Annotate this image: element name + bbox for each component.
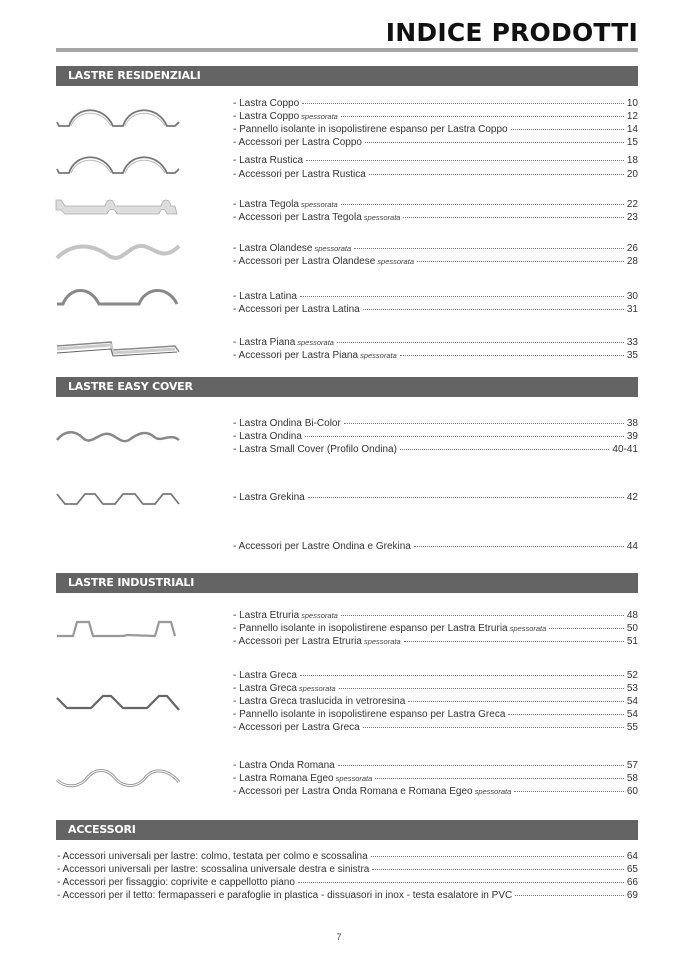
entry-label: - Pannello isolante in isopolistirene espanso per Lastra Greca	[233, 709, 506, 720]
toc-entry[interactable]	[57, 851, 638, 864]
entry-label: - Lastra Etruria	[233, 610, 300, 621]
toc-entry[interactable]	[233, 683, 638, 696]
entry-page: 22	[626, 199, 638, 210]
entry-label: - Accessori per fissaggio: coprivite e cappellotto piano	[57, 877, 295, 888]
dot-leader	[300, 675, 624, 676]
entry-page: 20	[626, 169, 638, 180]
dot-leader	[400, 355, 624, 356]
etruria-profile-icon	[55, 618, 183, 640]
entry-note: spessorata	[314, 244, 352, 253]
entry-page: 10	[626, 98, 638, 109]
entry-label: - Accessori per Lastra Coppo	[233, 137, 362, 148]
toc-entry[interactable]	[233, 337, 638, 350]
dot-leader	[344, 423, 624, 424]
entry-page: 39	[626, 431, 638, 442]
toc-entry[interactable]	[233, 155, 638, 168]
dot-leader	[341, 615, 624, 616]
entry-label: - Lastra Tegola	[233, 199, 299, 210]
dot-leader	[339, 688, 624, 689]
entry-label: - Accessori universali per lastre: scossalina universale destra e sinistra	[57, 864, 370, 875]
entry-note: spessorata	[377, 257, 414, 266]
entry-note: spessorata	[301, 611, 338, 620]
entry-label: - Accessori per Lastra Tegola	[233, 212, 362, 223]
dot-leader	[369, 174, 624, 175]
entry-page: 55	[626, 722, 638, 733]
entry-label: - Accessori per Lastre Ondina e Grekina	[233, 541, 411, 552]
entry-note: spessorata	[301, 112, 338, 121]
entry-page: 40-41	[612, 444, 638, 455]
entry-label: - Lastra Greca	[233, 683, 297, 694]
page-number: 7	[336, 932, 342, 942]
entry-page: 50	[626, 623, 638, 634]
dot-leader	[302, 103, 624, 104]
toc-entry[interactable]	[233, 760, 638, 773]
toc-entry[interactable]	[233, 243, 638, 256]
toc-entry[interactable]	[233, 199, 638, 212]
entry-label: - Accessori per Lastra Etruria	[233, 636, 362, 647]
toc-entry[interactable]	[233, 696, 638, 709]
toc-entry[interactable]	[233, 98, 638, 111]
toc-entry[interactable]	[233, 304, 638, 317]
dot-leader	[363, 727, 624, 728]
toc-entry[interactable]	[233, 169, 638, 182]
greca-profile-icon	[55, 694, 183, 716]
entry-label: - Lastra Olandese	[233, 243, 313, 254]
entry-label: - Lastra Coppo	[233, 111, 300, 122]
dot-leader	[363, 309, 624, 310]
section-header-lastre-industriali: LASTRE INDUSTRIALI	[56, 573, 638, 593]
entry-note: spessorata	[300, 200, 338, 209]
dot-leader	[417, 261, 624, 262]
dot-leader	[372, 869, 624, 870]
grekina-profile-icon	[55, 490, 183, 510]
dot-leader	[354, 248, 624, 249]
entry-page: 42	[626, 492, 638, 503]
toc-entry[interactable]	[233, 444, 638, 457]
dot-leader	[341, 116, 624, 117]
entry-note: spessorata	[363, 637, 401, 646]
entry-page: 69	[626, 890, 638, 901]
toc-entry[interactable]	[233, 709, 638, 722]
entry-page: 65	[626, 864, 638, 875]
entry-page: 44	[626, 541, 638, 552]
entry-page: 26	[626, 243, 638, 254]
dot-leader	[341, 204, 624, 205]
toc-entry[interactable]	[233, 610, 638, 623]
dot-leader	[365, 142, 624, 143]
entry-page: 54	[626, 709, 638, 720]
entry-note: spessorata	[360, 351, 397, 360]
tegola-profile-icon	[55, 196, 183, 218]
entry-label: - Lastra Small Cover (Profilo Ondina)	[233, 444, 397, 455]
toc-entry[interactable]	[233, 111, 638, 124]
toc-entry[interactable]	[233, 212, 638, 225]
entry-page: 51	[626, 636, 638, 647]
dot-leader	[404, 641, 624, 642]
entry-page: 18	[626, 155, 638, 166]
entry-note: spessorata	[297, 338, 334, 347]
coppo-profile-icon	[55, 98, 183, 128]
toc-entry[interactable]	[233, 124, 638, 137]
olandese-profile-icon	[55, 240, 183, 264]
toc-entry[interactable]	[233, 786, 638, 799]
toc-entry[interactable]	[233, 350, 638, 363]
entry-page: 64	[626, 851, 638, 862]
dot-leader	[371, 856, 624, 857]
piana-profile-icon	[55, 336, 183, 358]
toc-entry[interactable]	[233, 541, 638, 554]
ondina-profile-icon	[55, 428, 183, 448]
entry-note: spessorata	[298, 684, 336, 693]
entry-page: 58	[626, 773, 638, 784]
entry-label: - Pannello isolante in isopolistirene espanso per Lastra Coppo	[233, 124, 508, 135]
toc-entry[interactable]	[233, 722, 638, 735]
dot-leader	[403, 217, 623, 218]
dot-leader	[400, 449, 609, 450]
dot-leader	[508, 714, 623, 715]
toc-entry[interactable]	[233, 137, 638, 150]
entry-page: 60	[626, 786, 638, 797]
dot-leader	[298, 882, 624, 883]
dot-leader	[300, 296, 624, 297]
entry-page: 23	[626, 212, 638, 223]
entry-label: - Accessori per Lastra Piana	[233, 350, 359, 361]
entry-note: spessorata	[363, 213, 401, 222]
section-header-lastre-residenziali: LASTRE RESIDENZIALI	[56, 66, 638, 86]
entry-label: - Accessori per Lastra Greca	[233, 722, 360, 733]
dot-leader	[408, 701, 624, 702]
toc-entry[interactable]	[233, 623, 638, 636]
entry-page: 31	[626, 304, 638, 315]
title-rule	[56, 48, 638, 52]
dot-leader	[511, 129, 624, 130]
entry-page: 38	[626, 418, 638, 429]
dot-leader	[375, 778, 624, 779]
onda-romana-profile-icon	[55, 766, 183, 788]
entry-page: 35	[626, 350, 638, 361]
page-title: INDICE PRODOTTI	[385, 18, 638, 47]
entry-label: - Accessori per Lastra Latina	[233, 304, 360, 315]
dot-leader	[515, 895, 624, 896]
entry-label: - Lastra Grekina	[233, 492, 305, 503]
dot-leader	[414, 546, 624, 547]
dot-leader	[305, 436, 624, 437]
entry-label: - Lastra Latina	[233, 291, 297, 302]
entry-page: 30	[626, 291, 638, 302]
entry-label: - Pannello isolante in isopolistirene espanso per Lastra Etruria	[233, 623, 508, 634]
rustica-profile-icon	[55, 145, 183, 175]
toc-entry[interactable]	[233, 492, 638, 505]
entry-label: - Lastra Coppo	[233, 98, 300, 109]
dot-leader	[306, 160, 624, 161]
dot-leader	[514, 791, 624, 792]
entry-label: - Lastra Ondina	[233, 431, 302, 442]
section-header-accessori: ACCESSORI	[56, 820, 638, 840]
entry-page: 12	[626, 111, 638, 122]
entry-page: 57	[626, 760, 638, 771]
entry-page: 14	[626, 124, 638, 135]
entry-note: spessorata	[335, 774, 373, 783]
entry-label: - Accessori per il tetto: fermapasseri e parafoglie in plastica - dissuasori in inox - testa esalatore in PVC	[57, 890, 513, 901]
dot-leader	[337, 342, 624, 343]
toc-entry[interactable]	[57, 890, 638, 903]
entry-label: - Lastra Rustica	[233, 155, 304, 166]
entry-label: - Accessori per Lastra Rustica	[233, 169, 366, 180]
entry-label: - Accessori per Lastra Olandese	[233, 256, 376, 267]
entry-page: 54	[626, 696, 638, 707]
entry-label: - Lastra Ondina Bi-Color	[233, 418, 341, 429]
entry-label: - Lastra Greca traslucida in vetroresina	[233, 696, 406, 707]
toc-entry[interactable]	[233, 418, 638, 431]
toc-entry[interactable]	[233, 256, 638, 269]
toc-entry[interactable]	[233, 636, 638, 649]
entry-page: 28	[626, 256, 638, 267]
entry-page: 48	[626, 610, 638, 621]
toc-entry[interactable]	[57, 864, 638, 877]
entry-label: - Accessori per Lastra Onda Romana e Romana Egeo	[233, 786, 473, 797]
toc-entry[interactable]	[233, 773, 638, 786]
entry-label: - Lastra Onda Romana	[233, 760, 335, 771]
entry-page: 52	[626, 670, 638, 681]
entry-label: - Lastra Piana	[233, 337, 296, 348]
entry-page: 15	[626, 137, 638, 148]
entry-page: 33	[626, 337, 638, 348]
latina-profile-icon	[55, 284, 183, 308]
toc-entry[interactable]	[233, 431, 638, 444]
entry-label: - Accessori universali per lastre: colmo, testata per colmo e scossalina	[57, 851, 368, 862]
dot-leader	[308, 497, 624, 498]
entry-note: spessorata	[509, 624, 547, 633]
section-header-lastre-easy-cover: LASTRE EASY COVER	[56, 377, 638, 397]
dot-leader	[338, 765, 624, 766]
entry-note: spessorata	[474, 787, 512, 796]
entry-label: - Lastra Romana Egeo	[233, 773, 334, 784]
entry-label: - Lastra Greca	[233, 670, 297, 681]
entry-page: 53	[626, 683, 638, 694]
toc-entry[interactable]	[233, 291, 638, 304]
dot-leader	[549, 628, 624, 629]
toc-entry[interactable]	[57, 877, 638, 890]
toc-entry[interactable]	[233, 670, 638, 683]
entry-page: 66	[626, 877, 638, 888]
